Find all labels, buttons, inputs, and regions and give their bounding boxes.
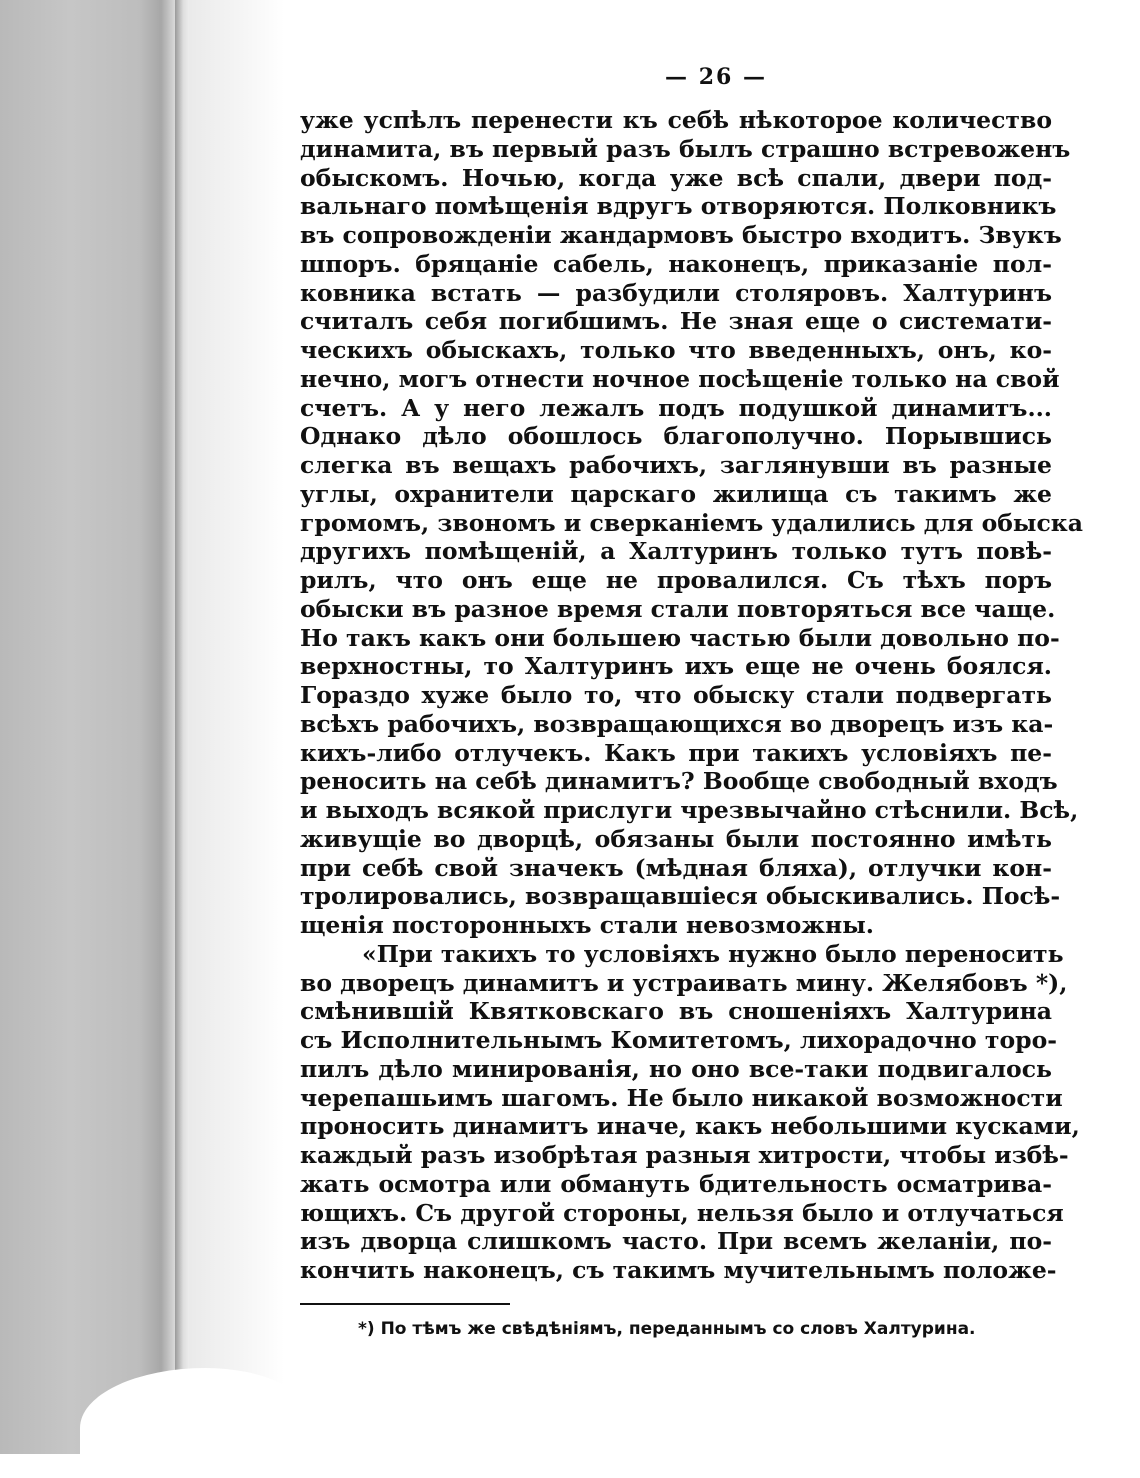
- text-line: пилъ дѣло минированія, но оно все-таки подвигалось: [300, 1054, 1052, 1083]
- text-line: рилъ, что онъ еще не провалился. Съ тѣхъ поръ: [300, 566, 1052, 594]
- text-line: верхностны, то Халтуринъ ихъ еще не очень боялся.: [300, 652, 1052, 681]
- footnote-divider: [300, 1303, 510, 1305]
- text-line: всѣхъ рабочихъ, возвращающихся во дворецъ изъ ка-: [300, 709, 1054, 738]
- text-line: уже успѣлъ перенести къ себѣ нѣкоторое количество: [300, 106, 1052, 134]
- text-line: изъ дворца слишкомъ часто. При всемъ желаніи, по-: [300, 1227, 1052, 1256]
- text-line: счетъ. А у него лежалъ подъ подушкой динамитъ...: [300, 393, 1052, 422]
- text-line: нечно, могъ отнести ночное посѣщеніе только на свой: [300, 364, 1060, 393]
- text-line: ковника встать — разбудили столяровъ. Халтуринъ: [300, 278, 1052, 307]
- text-line: и выходъ всякой прислуги чрезвычайно стѣснили. Всѣ,: [300, 796, 1079, 824]
- paragraph-2: [300, 939, 1080, 1285]
- paragraph-1: [300, 106, 1083, 940]
- text-line: при себѣ свой значекъ (мѣдная бляха), отлучки кон-: [300, 853, 1052, 882]
- text-line: ческихъ обыскахъ, только что введенныхъ, онъ, ко-: [300, 336, 1052, 364]
- page-number: — 26 —: [665, 64, 767, 90]
- text-line: смѣнившій Квятковскаго въ сношеніяхъ Халтурина: [300, 997, 1052, 1026]
- text-line: громомъ, звономъ и сверканіемъ удалились для обыска: [300, 508, 1083, 537]
- text-line: кихъ-либо отлучекъ. Какъ при такихъ условіяхъ пе-: [300, 738, 1052, 767]
- text-line: во дворецъ динамитъ и устраивать мину. Желябовъ *),: [300, 968, 1068, 997]
- scan-gutter-shadow: [0, 0, 175, 1454]
- text-line: кончить наконецъ, съ такимъ мучительнымъ положе-: [300, 1256, 1057, 1284]
- text-line: вальнаго помѣщенія вдругъ отворяются. Полковникъ: [300, 192, 1057, 221]
- book-page: [300, 60, 1083, 1339]
- text-line: Но такъ какъ они большею частью были довольно по-: [300, 623, 1060, 652]
- text-line: въ сопровожденіи жандармовъ быстро входитъ. Звукъ: [300, 221, 1062, 249]
- footnote: *) По тѣмъ же свѣдѣніямъ, переданнымъ со словъ Халтурина.: [358, 1318, 976, 1339]
- text-line: реносить на себѣ динамитъ? Вообще свободный входъ: [300, 767, 1058, 796]
- text-line: считалъ себя погибшимъ. Не зная еще о системати-: [300, 307, 1052, 336]
- text-line: ющихъ. Съ другой стороны, нельзя было и отлучаться: [300, 1198, 1064, 1227]
- text-line: Гораздо хуже было то, что обыску стали подвергать: [300, 681, 1052, 709]
- text-line: тролировались, возвращавшіеся обыскивались. Посѣ-: [300, 882, 1061, 911]
- text-line: щенія посторонныхъ стали невозможны.: [300, 911, 874, 939]
- text-line: Однако дѣло обошлось благополучно. Порывшись: [300, 422, 1052, 451]
- text-line: съ Исполнительнымъ Комитетомъ, лихорадочно торо-: [300, 1026, 1057, 1054]
- text-line: обыски въ разное время стали повторяться все чаще.: [300, 594, 1056, 623]
- text-line: шпоръ. бряцаніе сабель, наконецъ, приказаніе пол-: [300, 249, 1052, 278]
- text-line: «При такихъ то условіяхъ нужно было переносить: [362, 939, 1064, 968]
- text-line: другихъ помѣщеній, а Халтуринъ только тутъ повѣ-: [300, 537, 1052, 566]
- text-line: слегка въ вещахъ рабочихъ, заглянувши въ разные: [300, 451, 1052, 479]
- text-line: жать осмотра или обмануть бдительность осматрива-: [300, 1169, 1052, 1198]
- text-line: каждый разъ изобрѣтая разныя хитрости, чтобы избѣ-: [300, 1141, 1069, 1169]
- text-line: проносить динамитъ иначе, какъ небольшими кусками,: [300, 1112, 1080, 1141]
- text-line: черепашьимъ шагомъ. Не было никакой возможности: [300, 1083, 1063, 1112]
- text-line: углы, охранители царскаго жилища съ такимъ же: [300, 479, 1052, 508]
- text-line: обыскомъ. Ночью, когда уже всѣ спали, двери под-: [300, 163, 1052, 192]
- text-line: динамита, въ первый разъ былъ страшно встревоженъ: [300, 134, 1071, 163]
- scan-page-edge: [175, 0, 189, 1454]
- scan-gutter-fade: [189, 0, 284, 1454]
- text-line: живущіе во дворцѣ, обязаны были постоянно имѣть: [300, 824, 1052, 853]
